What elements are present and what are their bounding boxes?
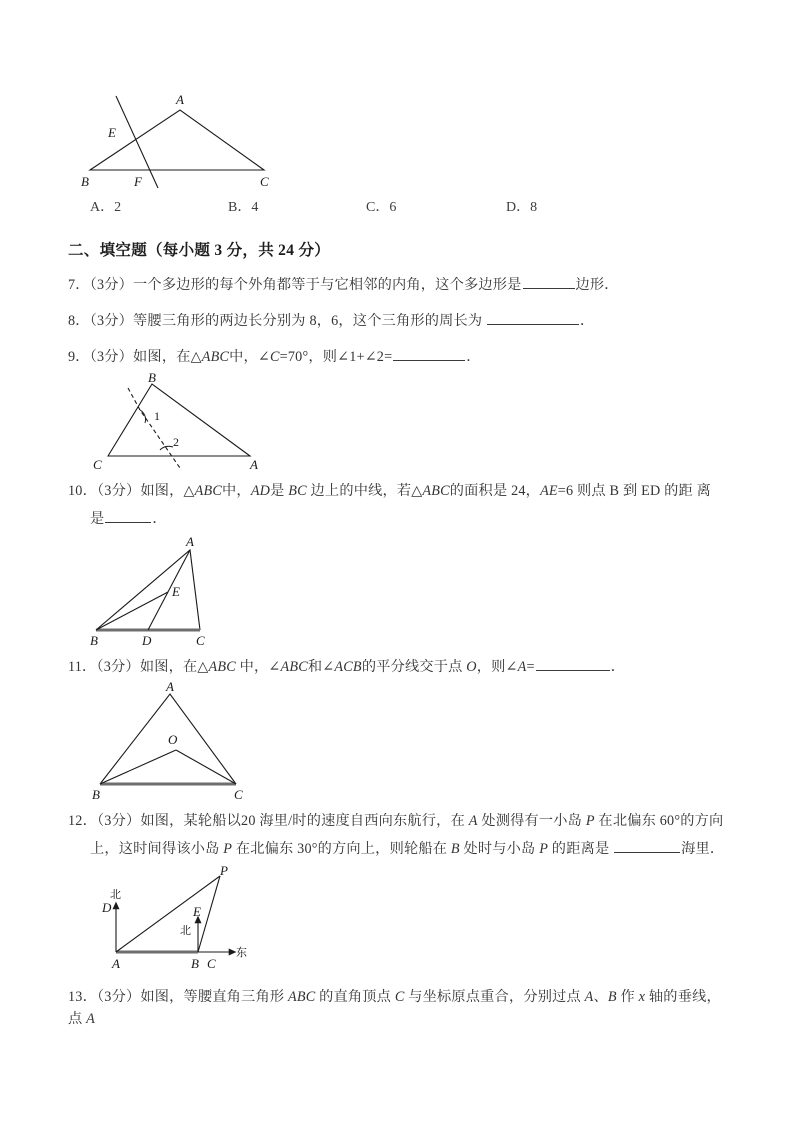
option-d[interactable]: D．8 xyxy=(506,200,538,215)
q13-text-e: 作 xyxy=(616,989,639,1005)
q13-text-c: 与坐标原点重合，分别过点 xyxy=(404,989,585,1005)
q13-text-d: 、 xyxy=(593,989,608,1005)
question-8 xyxy=(68,310,728,332)
figure10-label-A: A xyxy=(186,536,194,549)
q13-ital-a: A xyxy=(584,989,594,1005)
q13-ital-b: B xyxy=(607,989,617,1005)
q10-ital-bc: BC xyxy=(288,483,307,499)
q8-text-before: 等腰三角形的两边长分别为 8，6，这个三角形的周长为 xyxy=(133,313,483,329)
figure-q12-bearing-diagram xyxy=(86,866,728,976)
figure11-label-A: A xyxy=(166,682,174,694)
q10-line2-b: ． xyxy=(152,511,167,527)
figure9-label-C: C xyxy=(93,457,102,472)
q12-line2-d: 的距离是 xyxy=(548,841,610,857)
q10-line1-a: 如图，△ xyxy=(140,483,195,499)
q9-number: 9． xyxy=(68,349,90,365)
figure-triangle-abc-transversal xyxy=(68,88,728,192)
q8-text-after: ． xyxy=(580,313,595,329)
q10-ital-abc1: ABC xyxy=(194,483,223,499)
q10-ital-abc2: ABC xyxy=(422,483,450,499)
figure9-label-B: B xyxy=(148,372,156,385)
q13-score: （3分） xyxy=(96,989,141,1005)
option-c[interactable]: C．6 xyxy=(366,200,397,215)
q12-ital-b: B xyxy=(450,841,460,857)
q13-ital-x: x xyxy=(638,989,646,1005)
answer-options-row xyxy=(68,196,728,218)
figure11-label-O: O xyxy=(168,732,178,747)
q11-ital-o: O xyxy=(466,659,477,675)
figure1-label-F: F xyxy=(134,174,142,189)
figure12-label-E: E xyxy=(193,904,201,919)
q12-line1-c: 在北偏东 60°的方向 xyxy=(594,813,724,829)
question-10 xyxy=(68,480,728,502)
q12-ital-a: A xyxy=(468,813,478,829)
q10-line1-f: =6 则点 B 到 ED 的距 离 xyxy=(557,483,712,499)
q12-line1-b: 处测得有一小岛 xyxy=(477,813,586,829)
q10-line1-d: 边上的中线，若△ xyxy=(306,483,423,499)
section-heading-fill-in-blank: 二、填空题（每小题 3 分，共 24 分） xyxy=(68,242,331,259)
figure12-label-D: D xyxy=(102,900,112,915)
figure-q9-triangle-dashed xyxy=(90,372,728,472)
q13-text-a: 如图，等腰直角三角形 xyxy=(140,989,288,1005)
figure12-label-P: P xyxy=(220,866,228,878)
figure12-label-north-a: 北 xyxy=(110,889,121,901)
q13-text-b: 的直角顶点 xyxy=(315,989,395,1005)
figure12-label-east: 东 xyxy=(236,947,247,959)
figure10-label-E: E xyxy=(172,584,180,599)
figure10-label-B: B xyxy=(90,633,98,648)
q11-ital-abc: ABC xyxy=(208,659,236,675)
q11-ital-angle-abc: ABC xyxy=(280,659,308,675)
figure12-label-A: A xyxy=(112,956,120,971)
q11-answer-blank[interactable] xyxy=(536,657,610,671)
figure9-angle-1: 1 xyxy=(154,409,160,423)
q12-ital-p3: P xyxy=(539,841,549,857)
q8-answer-blank[interactable] xyxy=(487,311,579,325)
q8-number: 8． xyxy=(68,313,90,329)
q10-line2-a: 是 xyxy=(90,511,105,527)
q12-line1-a: 如图，某轮船以20 海里/时的速度自西向东航行，在 xyxy=(140,813,469,829)
q12-line2-b: 在北偏东 30°的方向上，则轮船在 xyxy=(232,841,451,857)
q11-number: 11． xyxy=(68,659,97,675)
figure11-label-C: C xyxy=(234,787,243,800)
figure1-label-A: A xyxy=(176,92,184,107)
q12-number: 12． xyxy=(68,813,97,829)
question-7 xyxy=(68,274,728,296)
figure11-label-B: B xyxy=(92,787,100,800)
figure12-label-B: B xyxy=(191,956,199,971)
q12-ital-p2: P xyxy=(223,841,233,857)
q13-ital-a2: A xyxy=(86,1011,96,1027)
figure-q11-angle-bisectors xyxy=(84,682,728,800)
figure12-label-C: C xyxy=(207,956,216,971)
q7-score: （3分） xyxy=(89,277,134,293)
q13-text-f: 轴的垂线，点 xyxy=(68,989,721,1027)
figure1-label-E: E xyxy=(108,125,116,140)
q11-score: （3分） xyxy=(96,659,140,675)
q10-ital-ae: AE xyxy=(540,483,558,499)
option-a[interactable]: A．2 xyxy=(90,200,122,215)
q12-answer-blank[interactable] xyxy=(614,839,680,853)
q13-ital-c: C xyxy=(394,989,405,1005)
q12-ital-p1: P xyxy=(585,813,595,829)
q12-line2-a: 上，这时间得该小岛 xyxy=(90,841,224,857)
q13-ital-abc: ABC xyxy=(287,989,316,1005)
q11-ital-angle-acb: ACB xyxy=(334,659,362,675)
q10-line1-c: 是 xyxy=(270,483,289,499)
page-content xyxy=(68,88,728,1030)
figure10-label-D: D xyxy=(142,633,152,648)
q11-text-e: ，则∠ xyxy=(476,659,518,675)
q10-ital-ad: AD xyxy=(250,483,271,499)
q7-answer-blank[interactable] xyxy=(523,275,575,289)
q9-answer-blank[interactable] xyxy=(393,347,465,361)
question-10-line2 xyxy=(68,508,728,530)
question-13 xyxy=(68,986,728,1030)
q9-text-mid2: =70°，则∠1+∠2= xyxy=(279,349,393,365)
q9-text-mid1: 中，∠ xyxy=(229,349,270,365)
q12-score: （3分） xyxy=(96,813,141,829)
q11-text-b: 中，∠ xyxy=(235,659,281,675)
q11-ital-a: A xyxy=(517,659,527,675)
q10-score: （3分） xyxy=(96,483,141,499)
figure12-label-north-b: 北 xyxy=(180,925,191,937)
q11-text-f: = xyxy=(526,659,535,675)
q11-text-a: 如图，在△ xyxy=(139,659,209,675)
q7-number: 7． xyxy=(68,277,90,293)
q9-text-before: 如图，在△ xyxy=(133,349,202,365)
q9-italic-c: C xyxy=(270,349,280,365)
question-9 xyxy=(68,346,728,368)
question-11 xyxy=(68,656,728,678)
q10-line1-b: 中， xyxy=(222,483,251,499)
q9-italic-abc: ABC xyxy=(201,349,230,365)
figure-q10-triangle-median xyxy=(82,536,728,648)
question-12-line2 xyxy=(68,838,728,860)
q10-line1-e: 的面积是 24， xyxy=(449,483,541,499)
q11-text-d: 的平分线交于点 xyxy=(361,659,467,675)
q13-number: 13． xyxy=(68,989,97,1005)
q7-text-after: 边形． xyxy=(575,277,619,293)
q8-score: （3分） xyxy=(89,313,134,329)
q9-score: （3分） xyxy=(89,349,134,365)
q12-line2-c: 处时与小岛 xyxy=(459,841,540,857)
figure9-label-A: A xyxy=(250,457,258,472)
q12-line2-e: 海里． xyxy=(681,841,725,857)
figure10-label-C: C xyxy=(196,633,205,648)
question-12 xyxy=(68,810,728,832)
q10-answer-blank[interactable] xyxy=(105,509,151,523)
q10-number: 10． xyxy=(68,483,97,499)
option-b[interactable]: B．4 xyxy=(228,200,259,215)
q7-text-before: 一个多边形的每个外角都等于与它相邻的内角，这个多边形是 xyxy=(133,277,522,293)
figure1-label-C: C xyxy=(260,174,269,189)
q11-text-after: ． xyxy=(610,659,626,675)
q9-text-after: ． xyxy=(466,349,481,365)
figure1-label-B: B xyxy=(81,174,89,189)
q11-text-c: 和∠ xyxy=(307,659,335,675)
figure9-angle-2: 2 xyxy=(173,435,179,449)
